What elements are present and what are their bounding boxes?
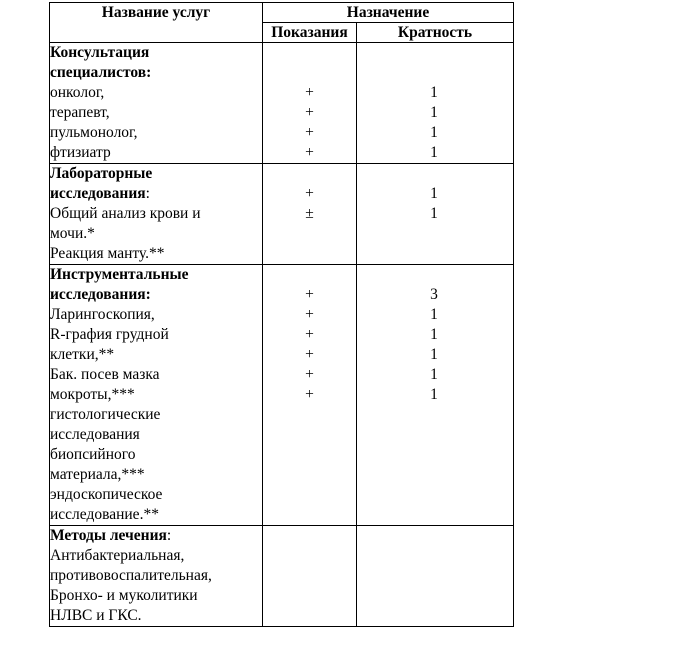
frequency-cell xyxy=(357,265,514,526)
section-title: исследования xyxy=(50,185,146,202)
indication-mark: + xyxy=(305,366,314,383)
frequency-value: 1 xyxy=(430,205,438,222)
section-title: исследования: xyxy=(50,286,151,303)
frequency-value: 1 xyxy=(430,306,438,323)
frequency-value: 1 xyxy=(430,84,438,101)
list-item: Антибактериальная, xyxy=(50,547,185,564)
indications-header: Показания xyxy=(263,23,357,43)
list-item: клетки,** xyxy=(50,346,115,363)
list-item: биопсийного xyxy=(50,446,136,463)
indication-mark: + xyxy=(305,386,314,403)
indications-cell xyxy=(263,265,357,526)
frequency-value: 1 xyxy=(430,346,438,363)
frequency-value: 1 xyxy=(430,144,438,161)
frequency-value: 1 xyxy=(430,104,438,121)
frequency-header: Кратность xyxy=(357,23,514,43)
indication-mark: + xyxy=(305,144,314,161)
list-item: Ларингоскопия, xyxy=(50,306,155,323)
list-item: гистологические xyxy=(50,406,161,423)
frequency-value: 1 xyxy=(430,386,438,403)
section-title: Методы лечения xyxy=(50,527,167,544)
frequency-value: 1 xyxy=(430,124,438,141)
list-item: фтизиатр xyxy=(50,144,111,161)
list-item: онколог, xyxy=(50,84,105,101)
indication-mark: + xyxy=(305,104,314,121)
indication-mark: + xyxy=(305,84,314,101)
purpose-header: Назначение xyxy=(263,3,514,23)
frequency-cell xyxy=(357,43,514,164)
frequency-value: 1 xyxy=(430,185,438,202)
indication-mark: ± xyxy=(305,205,314,222)
list-item: Общий анализ крови и xyxy=(50,205,201,222)
list-item: противовоспалительная, xyxy=(50,567,212,584)
list-item: пульмонолог, xyxy=(50,124,138,141)
list-item: Бак. посев мазка xyxy=(50,366,160,383)
frequency-value: 1 xyxy=(430,366,438,383)
section-consultations xyxy=(50,43,263,164)
section-title: Консультация xyxy=(50,44,150,61)
table-row xyxy=(50,526,514,627)
section-treatment: Методы лечения: Антибактериальная, противовоспалительная, Бронхо- и муколитики НЛВС и ГКС. xyxy=(50,526,263,627)
table-row xyxy=(50,43,514,164)
section-title: Лабораторные xyxy=(50,165,153,182)
list-item: мочи.* xyxy=(50,225,95,242)
frequency-value: 3 xyxy=(430,286,438,303)
list-item: материала,*** xyxy=(50,466,145,483)
indication-mark: + xyxy=(305,124,314,141)
table-row xyxy=(50,265,514,526)
section-title: Инструментальные xyxy=(50,266,189,283)
indication-mark: + xyxy=(305,326,314,343)
service-name-header: Название услуг xyxy=(50,3,263,43)
section-title: специалистов: xyxy=(50,64,152,81)
section-laboratory: Лабораторные исследования: Общий анализ крови и мочи.* Реакция манту.** xyxy=(50,164,263,265)
list-item: Реакция манту.** xyxy=(50,245,165,262)
section-instrumental xyxy=(50,265,263,526)
list-item: Бронхо- и муколитики xyxy=(50,587,198,604)
indications-cell xyxy=(263,526,357,627)
list-item: НЛВС и ГКС. xyxy=(50,607,142,624)
indication-mark: + xyxy=(305,306,314,323)
frequency-cell xyxy=(357,526,514,627)
indication-mark: + xyxy=(305,185,314,202)
list-item: эндоскопическое xyxy=(50,486,163,503)
list-item: исследование.** xyxy=(50,506,159,523)
list-item: R-графия грудной xyxy=(50,326,169,343)
list-item: терапевт, xyxy=(50,104,110,121)
indication-mark: + xyxy=(305,346,314,363)
indications-cell xyxy=(263,164,357,265)
table-row xyxy=(50,164,514,265)
frequency-value: 1 xyxy=(430,326,438,343)
indications-cell xyxy=(263,43,357,164)
list-item: исследования xyxy=(50,426,140,443)
frequency-cell xyxy=(357,164,514,265)
services-table xyxy=(49,2,514,627)
list-item: мокроты,*** xyxy=(50,386,135,403)
indication-mark: + xyxy=(305,286,314,303)
